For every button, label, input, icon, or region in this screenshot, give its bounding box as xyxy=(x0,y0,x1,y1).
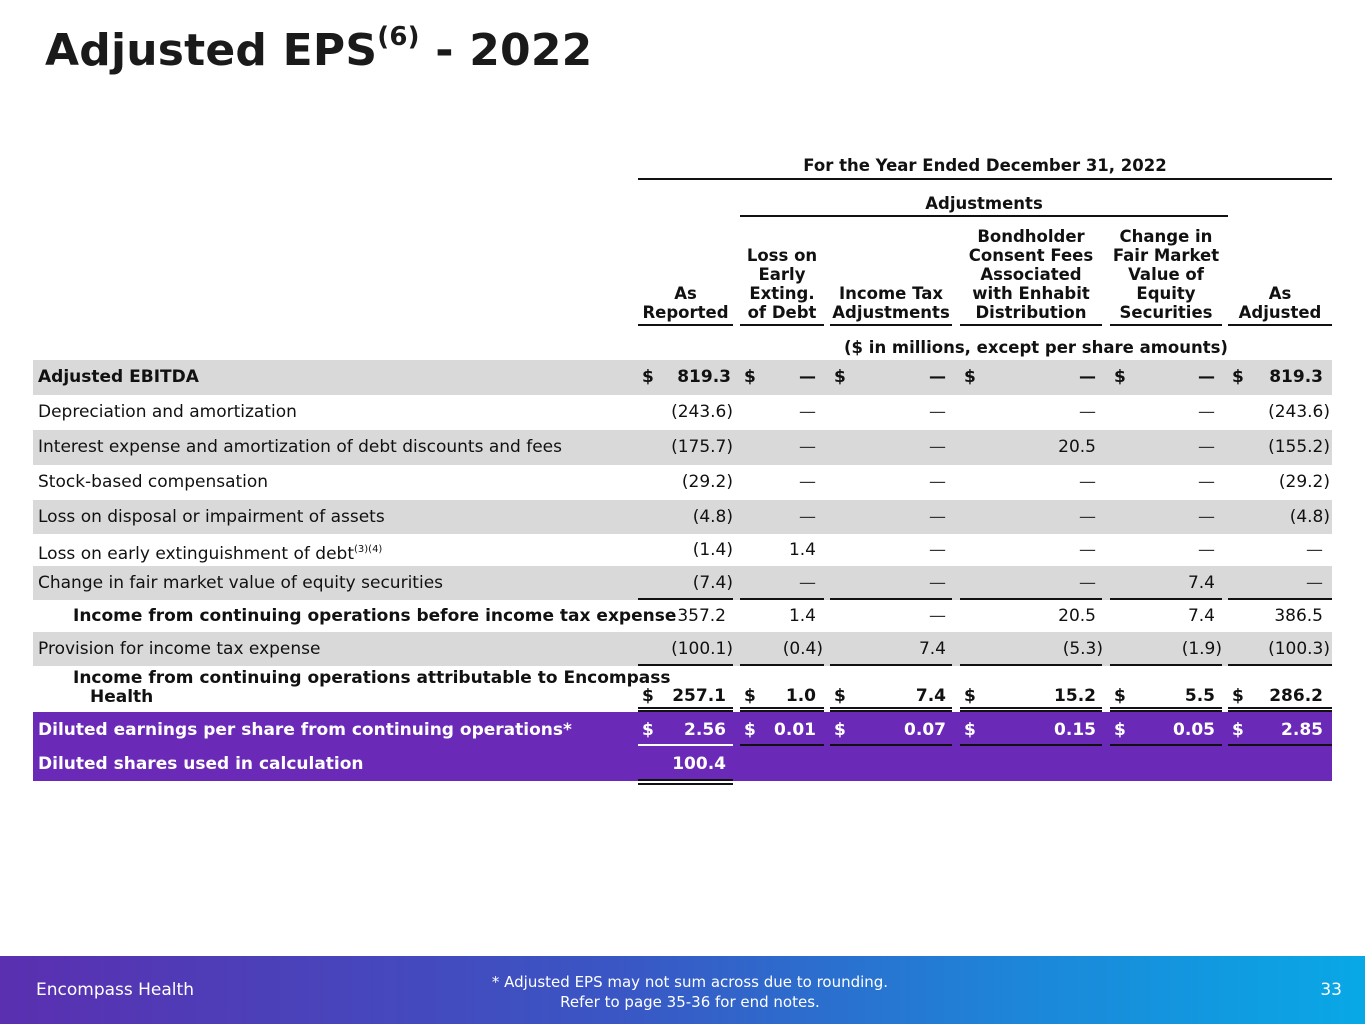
table-row: Provision for income tax expense (100.1) (0.4) 7.4 (5.3) (1.9) (100.3) xyxy=(33,632,1332,666)
title-footnote-ref: (6) xyxy=(377,22,420,52)
row-label: Depreciation and amortization xyxy=(38,402,297,422)
row-label: Income from continuing operations attributable to Encompass Health xyxy=(73,668,671,707)
row-label: Loss on early extinguishment of debt$^{(3)(4)}$ xyxy=(38,544,383,564)
table-row: Depreciation and amortization (243.6) — — — — (243.6) xyxy=(33,395,1332,430)
table-row: Income from continuing operations attributable to Encompass Health $ 257.1 $ 1.0 $ 7.4 $ 15.2 $ 5.5 $ 286.2 xyxy=(73,668,1323,707)
table-row: Loss on early extinguishment of debt$^{(3)(4)}$ (1.4) 1.4 — — — — xyxy=(33,534,1332,566)
adjustments-header: Adjustments xyxy=(925,194,1043,213)
row-label: Adjusted EBITDA xyxy=(38,367,199,387)
period-header: For the Year Ended December 31, 2022 xyxy=(803,156,1167,175)
col-header-loss-on-debt: Loss on Early Exting. of Debt xyxy=(746,246,818,322)
row-label: Diluted earnings per share from continuing operations* xyxy=(38,720,572,740)
row-label: Provision for income tax expense xyxy=(38,639,321,659)
row-label: Loss on disposal or impairment of assets xyxy=(38,507,385,527)
footnote-ref: (3)(4) xyxy=(354,544,383,555)
col-header-as-adjusted: As Adjusted xyxy=(1238,284,1322,322)
shares-row: Diluted shares used in calculation 100.4 xyxy=(33,748,1332,781)
row-label: Income from continuing operations before income tax expense xyxy=(73,606,677,626)
eps-row: Diluted earnings per share from continuing operations* $ 2.56 $ 0.01 $ 0.07 $ 0.15 $ 0.05 $ 2.85 xyxy=(33,712,1332,748)
table-row: Stock-based compensation (29.2) — — — — (29.2) xyxy=(33,465,1332,500)
table-row: Income from continuing operations before income tax expense 357.2 1.4 — 20.5 7.4 386.5 xyxy=(33,600,1332,632)
page-number: 33 xyxy=(1320,980,1342,1000)
row-label: Stock-based compensation xyxy=(38,472,269,492)
row-label: Change in fair market value of equity securities xyxy=(38,573,444,593)
table-row: Loss on disposal or impairment of assets (4.8) — — — — (4.8) xyxy=(33,500,1332,534)
footer-note: * Adjusted EPS may not sum across due to rounding. Refer to page 35-36 for end notes. xyxy=(491,973,889,1011)
footer-bar xyxy=(0,956,1365,1024)
row-label: Interest expense and amortization of debt discounts and fees xyxy=(38,437,562,457)
table-row: Adjusted EBITDA $ 819.3 $ — $ — $ — $ — $ 819.3 xyxy=(33,360,1332,395)
table-row: Change in fair market value of equity securities (7.4) — — — 7.4 — xyxy=(33,566,1332,600)
page-title: Adjusted EPS$^{(6)}$ - 2022 xyxy=(45,22,593,76)
table-row: Interest expense and amortization of debt discounts and fees (175.7) — — 20.5 — (155.2) xyxy=(33,430,1332,465)
col-header-as-reported: As Reported xyxy=(642,284,729,322)
units-note: ($ in millions, except per share amounts) xyxy=(844,338,1228,357)
adjustments-rule xyxy=(740,215,1228,217)
header-rule xyxy=(638,178,1332,180)
row-label: Diluted shares used in calculation xyxy=(38,754,364,774)
col-header-income-tax: Income Tax Adjustments xyxy=(832,284,950,322)
col-header-fair-value: Change in Fair Market Value of Equity Securities xyxy=(1112,227,1220,322)
footer-brand: Encompass Health xyxy=(36,980,194,1000)
col-header-bondholder-fees: Bondholder Consent Fees Associated with Enhabit Distribution xyxy=(968,227,1094,322)
